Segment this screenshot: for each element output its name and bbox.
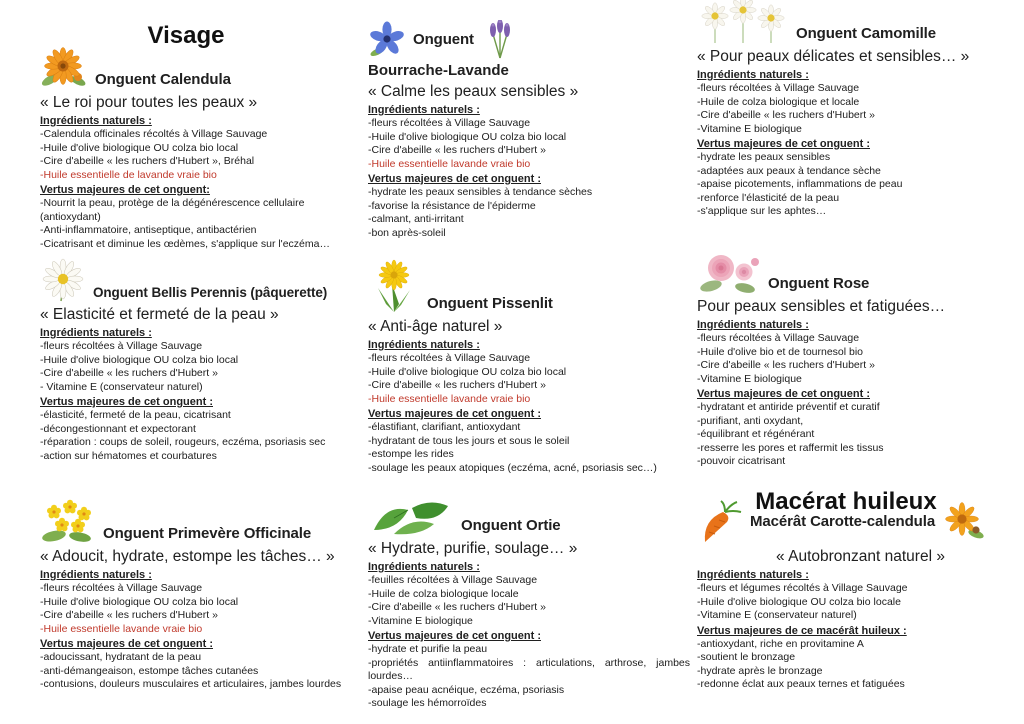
ingredients-heading: Ingrédients naturels :	[40, 115, 152, 127]
text-line: -hydratant et antiride préventif et curatif	[697, 401, 880, 413]
text-line: -action sur hématomes et courbatures	[40, 449, 217, 462]
ingredients-list	[697, 82, 1024, 136]
text-line: -Cire d'abeille « les ruchers d'Hubert »	[40, 367, 218, 379]
virtues-heading: Vertus majeures de ce macérât huileux :	[697, 624, 907, 637]
virtues-heading: Vertus majeures de cet onguent :	[40, 638, 213, 650]
text-line: -pouvoir cicatrisant	[697, 455, 786, 467]
carrot-icon	[697, 500, 743, 544]
card-title: Onguent Rose	[768, 275, 870, 292]
virtues-list	[40, 409, 362, 463]
text-line: -Huile d'olive bio et de tournesol bio	[697, 345, 864, 358]
card-subtitle: « Adoucit, hydrate, estompe les tâches… »	[40, 548, 335, 565]
text-line: -Cire d'abeille « les ruchers d'Hubert »	[40, 609, 218, 621]
text-line: -renforce l'élasticité de la peau	[697, 191, 840, 204]
text-line: -réparation : coups de soleil, rougeurs, eczéma, psoriasis sec	[40, 436, 326, 448]
card-header	[40, 498, 362, 544]
text-line: -élasticité, fermeté de la peau, cicatrisant	[40, 409, 231, 421]
section-title-macerat: Macérat huileux	[755, 488, 937, 516]
ingredients-list	[368, 352, 690, 406]
card-title-line1: Onguent	[413, 30, 474, 48]
ingredients-list	[697, 332, 1024, 386]
card-header	[368, 20, 690, 60]
dandelion-flower-icon	[368, 258, 420, 314]
card-primevere	[40, 498, 362, 692]
card-header	[40, 258, 362, 302]
text-line: -Huile essentielle lavande vraie bio	[368, 392, 531, 405]
text-line: -fleurs récoltées à Village Sauvage	[697, 332, 860, 344]
virtues-heading: Vertus majeures de cet onguent :	[368, 408, 541, 420]
text-line: -Cire d'abeille « les ruchers d'Hubert »	[697, 109, 875, 121]
card-header	[368, 258, 690, 314]
text-line: -Huile d'olive biologique OU colza bio local	[40, 595, 239, 608]
text-line: -resserre les pores et raffermit les tissus	[697, 441, 884, 454]
text-line: - Vitamine E (conservateur naturel)	[40, 380, 203, 393]
card-calendula	[40, 46, 362, 251]
virtues-heading: Vertus majeures de cet onguent:	[40, 184, 210, 196]
virtues-list	[697, 638, 1024, 692]
text-line: -Nourrit la peau, protège de la dégénérescence cellulaire (antioxydant)	[40, 197, 305, 223]
text-line: -élastifiant, clarifiant, antioxydant	[368, 421, 521, 433]
text-line: -hydrate les peaux sensibles à tendance sèches	[368, 186, 593, 198]
lavender-icon	[481, 20, 519, 60]
virtues-list	[368, 643, 690, 711]
text-line: -Cire d'abeille « les ruchers d'Hubert »	[368, 379, 546, 391]
text-line: -soulage les hémorroïdes	[368, 697, 487, 709]
text-line: -Cicatrisant et diminue les œdèmes, s'applique sur l'eczéma…	[40, 237, 330, 250]
ingredients-list	[40, 128, 362, 182]
text-line: -Huile essentielle lavande vraie bio	[40, 622, 203, 635]
virtues-heading: Vertus majeures de cet onguent :	[368, 173, 541, 185]
text-line: -s'applique sur les aphtes…	[697, 205, 827, 217]
text-line: -fleurs récoltées à Village Sauvage	[40, 340, 203, 352]
calendula-flower-icon	[40, 46, 88, 90]
virtues-list	[697, 151, 1024, 219]
text-line: -Huile essentielle lavande vraie bio	[368, 157, 531, 170]
ingredients-list	[368, 117, 690, 171]
ingredients-heading: Ingrédients naturels :	[368, 339, 480, 351]
card-title-line2: Bourrache-Lavande	[368, 62, 509, 79]
card-header	[697, 0, 1024, 44]
text-line: -feuilles récoltées à Village Sauvage	[368, 574, 538, 586]
card-subtitle: « Anti-âge naturel »	[368, 318, 503, 335]
virtues-heading: Vertus majeures de cet onguent :	[40, 396, 213, 408]
rose-bouquet-icon	[697, 248, 761, 294]
text-line: -anti-démangeaison, estompe tâches cutanées	[40, 664, 259, 677]
text-line: -fleurs récoltées à Village Sauvage	[40, 582, 203, 594]
text-line: -hydrate après le bronzage	[697, 664, 823, 677]
card-carotte-calendula	[697, 500, 1024, 692]
text-line: -Cire d'abeille « les ruchers d'Hubert »	[368, 144, 546, 156]
ingredients-heading: Ingrédients naturels :	[368, 104, 480, 116]
text-line: -décongestionnant et expectorant	[40, 422, 196, 435]
virtues-list	[368, 421, 690, 475]
text-line: -Huile d'olive biologique OU colza bio local	[368, 365, 567, 378]
text-line: -Cire d'abeille « les ruchers d'Hubert », Bréhal	[40, 155, 255, 167]
card-subtitle: « Hydrate, purifie, soulage… »	[368, 540, 578, 557]
card-title: Onguent Camomille	[796, 25, 936, 42]
card-subtitle: « Le roi pour toutes les peaux »	[40, 94, 258, 111]
text-line: -Huile essentielle de lavande vraie bio	[40, 168, 217, 181]
text-line: -Vitamine E biologique	[368, 614, 473, 627]
borage-flower-icon	[368, 21, 406, 59]
card-title: Onguent Pissenlit	[427, 295, 553, 312]
ingredients-list	[368, 574, 690, 628]
text-line: -Vitamine E (conservateur naturel)	[697, 609, 857, 621]
virtues-heading: Vertus majeures de cet onguent :	[697, 388, 870, 400]
ingredients-heading: Ingrédients naturels :	[40, 327, 152, 339]
card-bellis-perennis	[40, 258, 362, 463]
ingredients-heading: Ingrédients naturels :	[697, 569, 809, 581]
text-line: -soulage les peaux atopiques (eczéma, acné, psoriasis sec…)	[368, 461, 657, 474]
text-line: -équilibrant et régénérant	[697, 428, 815, 440]
text-line: -Vitamine E biologique	[697, 372, 802, 385]
card-header	[368, 496, 690, 536]
card-subtitle: « Elasticité et fermeté de la peau »	[40, 306, 279, 323]
text-line: -fleurs récoltées à Village Sauvage	[697, 82, 860, 94]
card-title: Onguent Calendula	[95, 71, 231, 88]
text-line: -hydrate les peaux sensibles	[697, 151, 831, 163]
text-line: -propriétés antiinflammatoires : articulations, arthrose, jambes lourdes…	[368, 656, 690, 682]
ingredients-heading: Ingrédients naturels :	[40, 569, 152, 581]
card-subtitle: « Autobronzant naturel »	[776, 548, 945, 565]
text-line: -Cire d'abeille « les ruchers d'Hubert »	[697, 359, 875, 371]
daisy-flower-icon	[40, 258, 86, 302]
text-line: -fleurs récoltées à Village Sauvage	[368, 352, 531, 364]
card-rose	[697, 248, 1024, 469]
ingredients-list	[40, 582, 362, 636]
nettle-leaves-icon	[368, 496, 454, 536]
text-line: -fleurs récoltées à Village Sauvage	[368, 117, 531, 129]
card-ortie	[368, 496, 690, 711]
text-line: -Huile d'olive biologique OU colza bio local	[368, 130, 567, 143]
text-line: -Huile d'olive biologique OU colza bio local	[40, 353, 239, 366]
virtues-list	[697, 401, 1024, 469]
virtues-list	[368, 186, 690, 240]
text-line: -estompe les rides	[368, 448, 454, 460]
text-line: -apaise peau acnéique, eczéma, psoriasis	[368, 683, 565, 696]
text-line: -Huile de colza biologique et locale	[697, 95, 860, 108]
text-line: -hydrate et purifie la peau	[368, 643, 488, 655]
ingredients-heading: Ingrédients naturels :	[697, 319, 809, 331]
primrose-cluster-icon	[40, 498, 96, 544]
text-line: -soutient le bronzage	[697, 651, 796, 663]
card-pissenlit	[368, 258, 690, 475]
card-subtitle: « Calme les peaux sensibles »	[368, 83, 579, 100]
text-line: -antioxydant, riche en provitamine A	[697, 637, 864, 650]
card-subtitle: Pour peaux sensibles et fatiguées…	[697, 298, 946, 315]
text-line: -calmant, anti-irritant	[368, 213, 464, 225]
text-line: -Huile d'olive biologique OU colza bio locale	[697, 595, 901, 608]
card-title: Onguent Ortie	[461, 517, 561, 534]
card-bourrache-lavande	[368, 20, 690, 240]
text-line: -apaise picotements, inflammations de peau	[697, 178, 903, 190]
card-title: Onguent Bellis Perennis (pâquerette)	[93, 285, 328, 300]
ingredients-heading: Ingrédients naturels :	[368, 561, 480, 573]
text-line: -Cire d'abeille « les ruchers d'Hubert »	[368, 601, 546, 613]
card-header	[40, 46, 362, 90]
chamomile-cluster-icon	[697, 0, 789, 44]
virtues-list	[40, 651, 362, 692]
text-line: -hydratant de tous les jours et sous le soleil	[368, 434, 570, 447]
text-line: -adaptées aux peaux à tendance sèche	[697, 164, 881, 177]
text-line: -bon après-soleil	[368, 226, 446, 239]
text-line: -Anti-inflammatoire, antiseptique, antibactérien	[40, 224, 257, 236]
text-line: -Huile d'olive biologique OU colza bio local	[40, 141, 239, 154]
card-camomille	[697, 0, 1024, 219]
text-line: -purifiant, anti oxydant,	[697, 414, 804, 427]
virtues-heading: Vertus majeures de cet onguent :	[697, 138, 870, 150]
ingredients-list	[697, 582, 1024, 623]
card-header	[697, 248, 1024, 294]
text-line: -adoucissant, hydratant de la peau	[40, 651, 202, 663]
text-line: -fleurs et légumes récoltés à Village Sauvage	[697, 582, 908, 594]
calendula-flower-small-icon	[942, 502, 986, 542]
virtues-heading: Vertus majeures de cet onguent :	[368, 630, 541, 642]
text-line: -Vitamine E biologique	[697, 122, 802, 135]
ingredients-heading: Ingrédients naturels :	[697, 69, 809, 81]
text-line: -Calendula officinales récoltés à Village Sauvage	[40, 128, 268, 140]
text-line: -redonne éclat aux peaux ternes et fatiguées	[697, 678, 905, 690]
text-line: -Huile de colza biologique locale	[368, 587, 519, 600]
card-title: Onguent Primevère Officinale	[103, 525, 312, 542]
text-line: -contusions, douleurs musculaires et articulaires, jambes lourdes	[40, 678, 342, 690]
card-header	[697, 500, 1024, 544]
card-title: Macérât Carotte-calendula	[750, 512, 936, 530]
ingredients-list	[40, 340, 362, 394]
page-title: Visage	[147, 22, 225, 50]
text-line: -favorise la résistance de l'épiderme	[368, 199, 536, 212]
card-subtitle: « Pour peaux délicates et sensibles… »	[697, 48, 970, 65]
virtues-list	[40, 197, 362, 251]
